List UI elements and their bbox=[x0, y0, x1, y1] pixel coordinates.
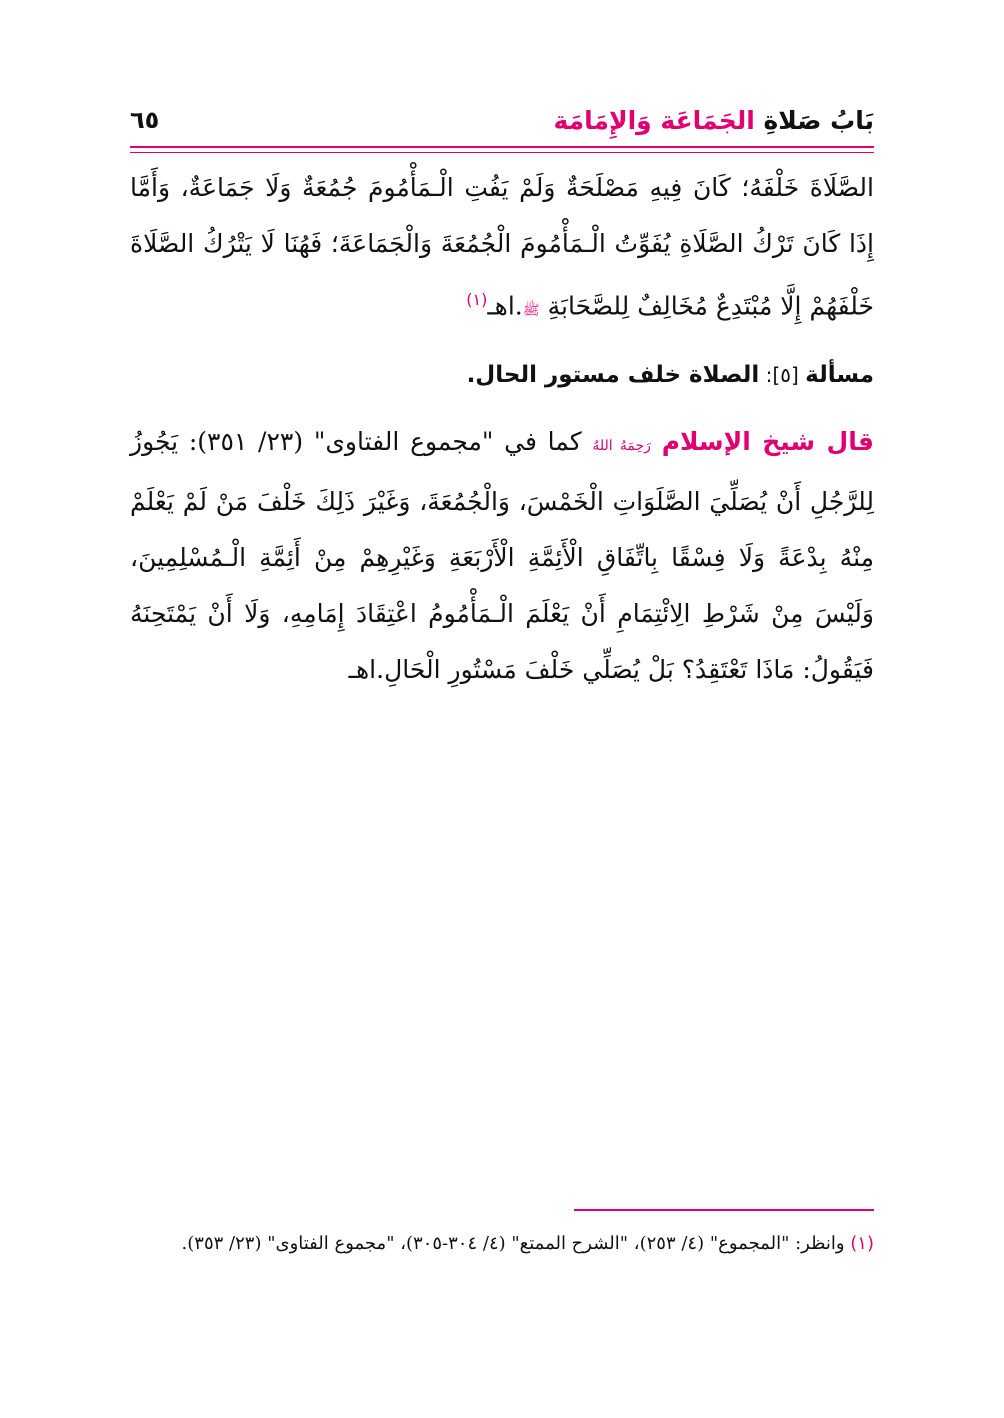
chapter-title-part2: الجَمَاعَة bbox=[660, 106, 755, 135]
footnote-number: (١) bbox=[850, 1233, 874, 1254]
footnote-text: وانظر: "المجموع" (٤/ ٢٥٣)، "الشرح الممتع" (٤/ ٣٠٤-٣٠٥)، "مجموع الفتاوى" (٢٣/ ٣٥٣). bbox=[181, 1233, 851, 1254]
speaker-name: قال شيخ الإسلام bbox=[661, 427, 875, 456]
issue-label: مسألة bbox=[805, 362, 874, 388]
speaker-honorific: رَحِمَهُ اللهُ bbox=[592, 438, 651, 454]
issue-number: [٥]: bbox=[759, 363, 806, 387]
issue-heading bbox=[467, 362, 874, 388]
footnote bbox=[130, 1227, 874, 1261]
chapter-title bbox=[553, 106, 874, 135]
chapter-title-part3: وَالإِمَامَة bbox=[553, 106, 661, 135]
running-header bbox=[130, 104, 874, 148]
honorific-mark: ﷺ bbox=[522, 302, 540, 319]
page-number: ٦٥ bbox=[130, 106, 160, 134]
footnote-separator bbox=[574, 1209, 874, 1211]
chapter-title-part1: بَابُ صَلاةِ bbox=[754, 106, 874, 135]
source-citation: كما في "مجموع الفتاوى" (٢٣/ ٣٥١): bbox=[178, 427, 593, 456]
paragraph1-ending: .اهـ bbox=[487, 291, 523, 321]
header-rule-thin bbox=[130, 152, 874, 153]
issue-title: الصلاة خلف مستور الحال. bbox=[466, 362, 760, 388]
quote-text: يَجُوزُ لِلرَّجُلِ أَنْ يُصَلِّيَ الصَّلَوَاتِ الْخَمْسَ، وَالْجُمُعَةَ، وَغَيْرَ ذَلِكَ خَلْفَ مَنْ لَمْ يَعْلَمْ مِنْهُ بِدْعَةً وَلَا فِسْقًا بِاتِّفَاقِ الْأَئِمَّةِ الْأَرْبَعَةِ وَغَيْرِهِمْ مِنْ أَئِمَّةِ الْـمُسْلِمِينَ، وَلَيْسَ مِنْ شَرْطِ الِائْتِمَامِ أَنْ يَعْلَمَ الْـمَأْمُومُ اعْتِقَادَ إِمَامِهِ، وَلَا أَنْ يَمْتَحِنَهُ فَيَقُولُ: مَاذَا تَعْتَقِدُ؟ بَلْ يُصَلِّي خَلْفَ مَسْتُورِ الْحَالِ.اهـ bbox=[130, 427, 874, 684]
header-rule-thick bbox=[130, 146, 874, 148]
quote-paragraph bbox=[130, 414, 874, 698]
paragraph-continued bbox=[130, 160, 874, 338]
paragraph1-text: الصَّلَاةَ خَلْفَهُ؛ كَانَ فِيهِ مَصْلَحَةٌ وَلَمْ يَفُتِ الْـمَأْمُومَ جُمُعَةٌ وَلَا جَمَاعَةٌ، وَأَمَّا إِذَا كَانَ تَرْكُ الصَّلَاةِ يُفَوِّتُ الْـمَأْمُومَ الْجُمُعَةَ وَالْجَمَاعَةَ؛ فَهُنَا لَا يَتْرُكُ الصَّلَاةَ خَلْفَهُمْ إِلَّا مُبْتَدِعٌ مُخَالِفٌ لِلصَّحَابَةِ bbox=[130, 173, 874, 321]
footnote-reference[interactable]: (١) bbox=[466, 290, 488, 309]
